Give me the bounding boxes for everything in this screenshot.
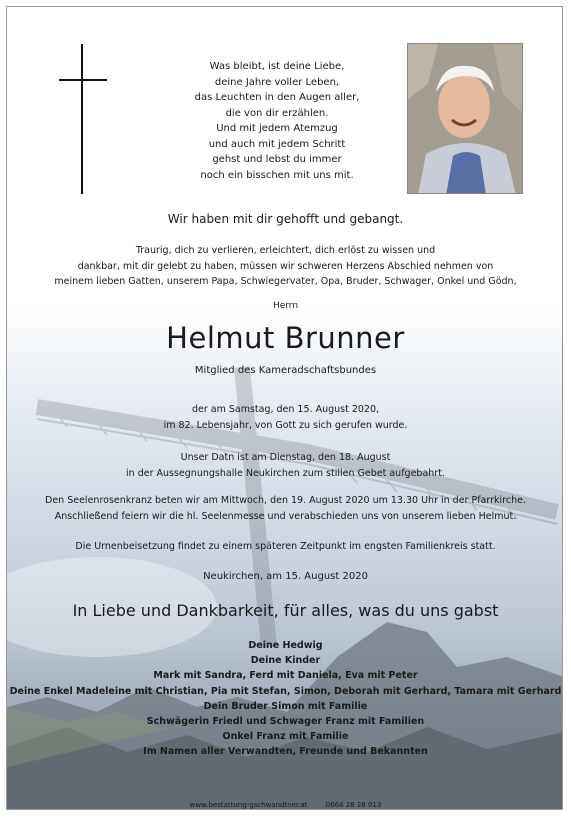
- poem-line: die von dir erzählen.: [225, 107, 329, 119]
- deceased-name: Helmut Brunner: [166, 321, 405, 355]
- death-notice-line: im 82. Lebensjahr, von Gott zu sich gerufen wurde.: [163, 419, 408, 431]
- cross-icon: [59, 44, 107, 194]
- rosary-line: Anschließend feiern wir die hl. Seelenmesse und verabschieden uns von unserem lieben Helmut.: [54, 510, 517, 522]
- intro-line: dankbar, mit dir gelebt zu haben, müssen wir schweren Herzens Abschied nehmen von: [77, 260, 494, 272]
- footer: [7, 801, 563, 809]
- rosary-notice: [7, 493, 563, 524]
- honorific: Herrn: [272, 301, 299, 311]
- mourner-line: Deine Hedwig: [248, 640, 323, 651]
- intro-text: [7, 243, 563, 290]
- rosary-line: Den Seelenrosenkranz beten wir am Mittwoch, den 19. August 2020 um 13.30 Uhr in der Pfarrkirche.: [45, 495, 526, 506]
- mourners-list: [7, 638, 563, 760]
- portrait-photo: [407, 43, 523, 194]
- laid-out-notice: [7, 450, 563, 481]
- poem-line: noch ein bisschen mit uns mit.: [200, 169, 354, 181]
- mourner-line: Deine Kinder: [250, 655, 321, 667]
- mourner-line: Dein Bruder Simon mit Familie: [203, 700, 368, 712]
- poem-line: deine Jahre voller Leben,: [214, 76, 340, 88]
- mourner-line: Mark mit Sandra, Ferd mit Daniela, Eva mit Peter: [153, 670, 418, 682]
- footer-phone: 0664 28 28 013: [325, 801, 382, 809]
- membership: Mitglied des Kameradschaftsbundes: [194, 365, 377, 376]
- laid-out-line: in der Aussegnungshalle Neukirchen zum stillen Gebet aufgebahrt.: [126, 467, 445, 479]
- poem-line: gehst und lebst du immer: [212, 154, 342, 165]
- intro-line: Traurig, dich zu verlieren, erleichtert, dich erlöst zu wissen und: [135, 245, 436, 256]
- mourner-line: Onkel Franz mit Familie: [222, 731, 349, 743]
- poem: [157, 59, 397, 183]
- place-date: Neukirchen, am 15. August 2020: [203, 571, 368, 582]
- mourner-line: Schwägerin Friedl und Schwager Franz mit Familien: [146, 716, 425, 728]
- poem-line: Was bleibt, ist deine Liebe,: [209, 61, 345, 72]
- hope-line: Wir haben mit dir gehofft und gebangt.: [167, 212, 404, 226]
- death-notice-line: der am Samstag, den 15. August 2020,: [191, 404, 380, 415]
- footer-website: www.bestattung-gschwandtner.at: [189, 801, 308, 809]
- laid-out-line: Unser Datn ist am Dienstag, den 18. August: [180, 452, 391, 463]
- poem-line: und auch mit jedem Schritt: [208, 138, 346, 150]
- poem-line: das Leuchten in den Augen aller,: [194, 92, 360, 103]
- obituary-card: [6, 6, 563, 810]
- mourner-line: Im Namen aller Verwandten, Freunde und Bekannten: [143, 746, 428, 758]
- intro-line: meinem lieben Gatten, unserem Papa, Schwiegervater, Opa, Bruder, Schwager, Onkel und Gödn,: [54, 276, 517, 287]
- love-line: In Liebe und Dankbarkeit, für alles, was du uns gabst: [72, 601, 499, 620]
- mourner-line: Deine Enkel Madeleine mit Christian, Pia mit Stefan, Simon, Deborah mit Gerhard, Tamara mit Gerhard: [9, 685, 562, 697]
- urn-notice: Die Urnenbeisetzung findet zu einem späteren Zeitpunkt im engsten Familienkreis statt.: [75, 541, 496, 552]
- death-notice: [7, 402, 563, 433]
- poem-line: Und mit jedem Atemzug: [216, 123, 338, 134]
